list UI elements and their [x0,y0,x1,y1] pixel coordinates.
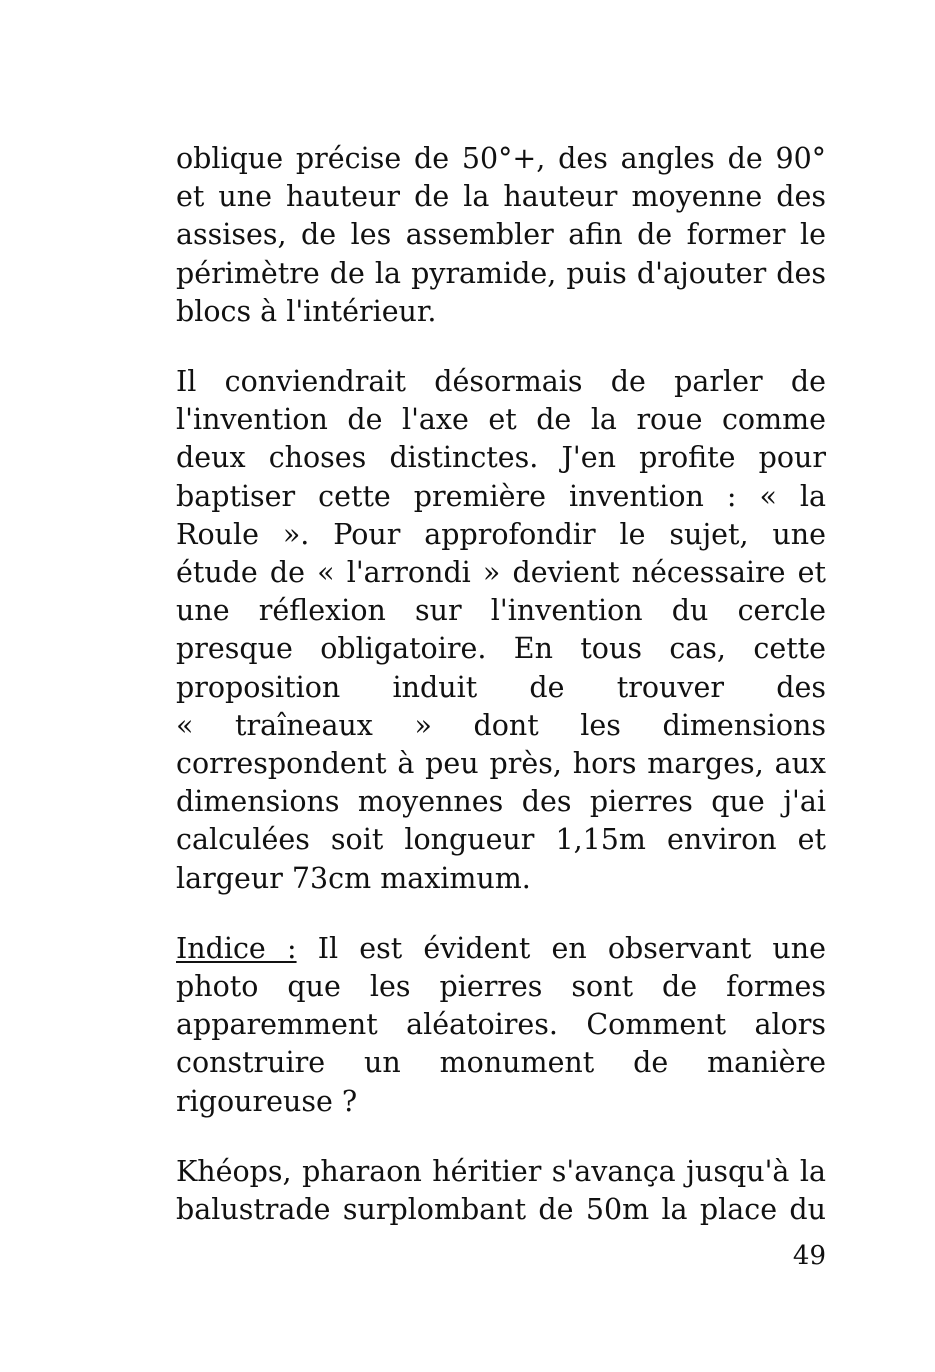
text-line: calculées soit longueur 1,15m environ et [176,823,826,857]
text-line: une réflexion sur l'invention du cercle [176,594,826,628]
text-line: étude de « l'arrondi » devient nécessaire et [176,556,826,590]
text-line: balustrade surplombant de 50m la place du [176,1193,826,1227]
text-line: largeur 73cm maximum. [176,861,531,895]
paragraph-2 [176,363,826,898]
text-line: proposition induit de trouver des [176,670,826,704]
page-body [176,140,826,1261]
text-line: blocs à l'intérieur. [176,294,437,328]
text-line: l'invention de l'axe et de la roue comme [176,403,826,437]
text-line: assises, de les assembler afin de former le [176,218,826,252]
text-line: oblique précise de 50°+, des angles de 90° [176,142,826,175]
text-line-rest: Il est évident en observant une [317,931,826,965]
text-line [176,930,826,968]
paragraph-1 [176,140,826,331]
page-number: 49 [792,1241,826,1271]
paragraph-4 [176,1153,826,1229]
text-line: rigoureuse ? [176,1084,358,1118]
text-line: et une hauteur de la hauteur moyenne des [176,180,826,214]
text-line: Roule ». Pour approfondir le sujet, une [176,517,826,551]
text-line: correspondent à peu près, hors marges, aux [176,747,826,781]
indice-label: Indice : [176,931,297,965]
text-line: construire un monument de manière [176,1046,826,1080]
text-line: deux choses distinctes. J'en profite pour [176,441,826,475]
text-line: Khéops, pharaon héritier s'avança jusqu'à la [176,1154,826,1188]
paragraph-3 [176,930,826,1121]
text-line: photo que les pierres sont de formes [176,970,826,1004]
text-line: presque obligatoire. En tous cas, cette [176,632,826,666]
text-line: périmètre de la pyramide, puis d'ajouter des [176,256,826,290]
text-line: « traîneaux » dont les dimensions [176,708,826,742]
text-line: dimensions moyennes des pierres que j'ai [176,785,826,819]
text-line: baptiser cette première invention : « la [176,479,826,513]
text-line: apparemment aléatoires. Comment alors [176,1008,826,1042]
text-line: Il conviendrait désormais de parler de [176,365,826,399]
